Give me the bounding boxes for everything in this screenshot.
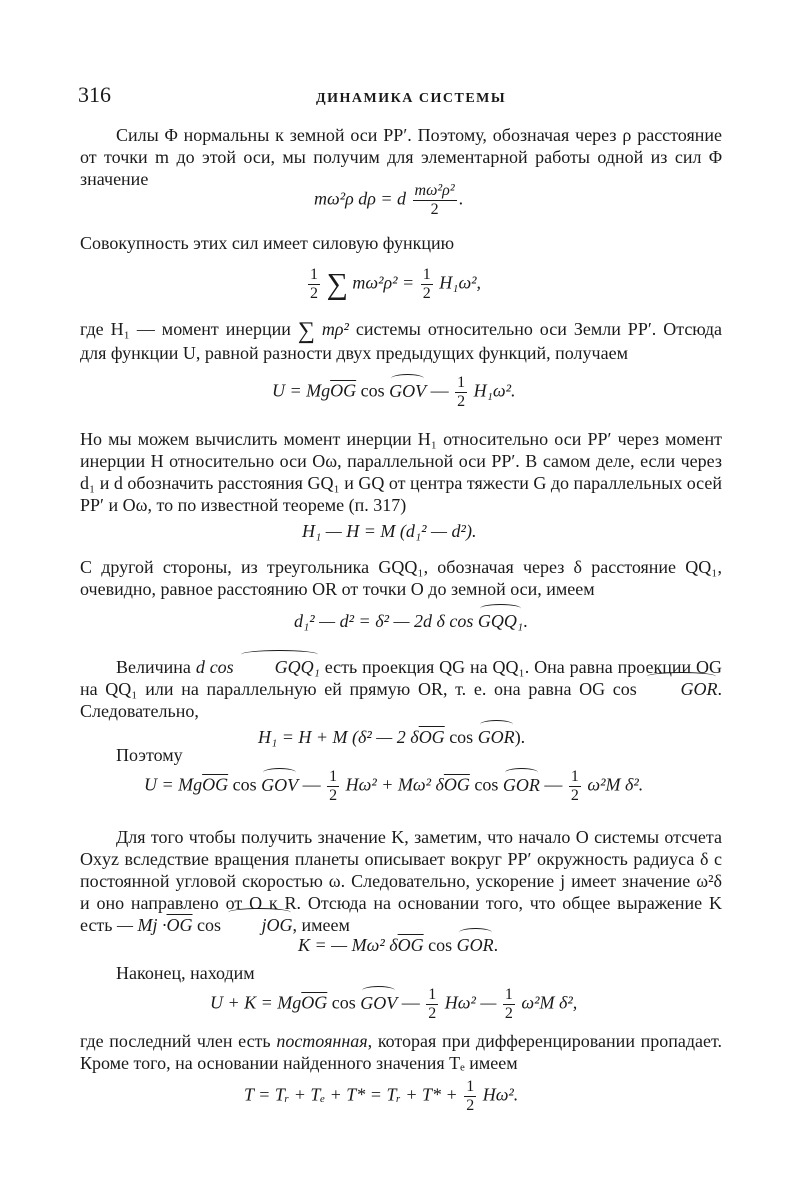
- fraction-denominator: 2: [466, 1097, 475, 1114]
- fraction: [413, 182, 457, 219]
- equation-U-expanded: [144, 768, 643, 805]
- inline-math: d cos: [195, 657, 239, 677]
- fraction-numerator: 1: [570, 768, 579, 785]
- angle-GQQ1: GQQ₁: [239, 656, 320, 678]
- overline-OG: $\overline{OG}$: [330, 380, 357, 401]
- eq-part: —: [298, 774, 321, 795]
- equation-T: [244, 1078, 518, 1115]
- equation-U: [272, 374, 516, 411]
- paragraph-therefore: Поэтому: [116, 745, 183, 765]
- eq-part: H₁ — H = M (d₁² — d²).: [302, 521, 477, 541]
- eq-part: mω²ρ dρ = d: [314, 188, 407, 209]
- fraction-denominator: 2: [570, 787, 579, 804]
- angle-GOV: GOV: [360, 992, 398, 1013]
- paragraph-constant: [80, 1030, 722, 1074]
- fraction-numerator: 1: [504, 986, 513, 1003]
- fraction-numerator: 1: [428, 986, 437, 1003]
- eq-part: ).: [514, 727, 526, 747]
- eq-part: cos: [228, 774, 262, 795]
- angle-GOR: GOR: [502, 774, 540, 795]
- fraction: [308, 266, 320, 303]
- paragraph-forces: Силы Φ нормальны к земной оси PP′. Поэтому, обозначая через ρ расстояние от точки m до этой оси, мы получим для элементарной работы одной из сил Φ значение: [80, 125, 722, 189]
- fraction-denominator: 2: [422, 285, 431, 302]
- fraction: [503, 986, 515, 1023]
- emphasis: постоянная: [276, 1031, 368, 1051]
- angle-GOV: GOV: [389, 380, 427, 401]
- paragraph-moment-of-inertia: [80, 318, 722, 364]
- fraction: [569, 768, 581, 805]
- angle-GQQ1: GQQ₁: [477, 611, 524, 631]
- text-part: есть проекция QG на QQ₁. Она равна проекции OG: [324, 657, 723, 677]
- sum-symbol: ∑: [326, 267, 348, 301]
- text-part: .: [717, 679, 722, 699]
- overline-OG: $\overline{OG}$: [443, 774, 470, 795]
- inline-math: mρ²: [321, 319, 349, 339]
- fraction-denominator: 2: [457, 393, 466, 410]
- fraction-denominator: 2: [428, 1005, 437, 1022]
- equation-elementary-work: mω²ρ dρ = d $\frac{\text{mω²ρ²}}{2}$ .: [314, 182, 464, 218]
- equation-U-plus-K: [210, 986, 577, 1023]
- eq-part: d₁² — d² = δ² — 2d δ cos: [294, 611, 478, 631]
- inline-math: cos: [192, 915, 226, 935]
- eq-part: ω²M δ²,: [521, 992, 578, 1013]
- fraction-numerator: 1: [310, 266, 318, 283]
- angle-jOG: jOG: [226, 914, 293, 936]
- fraction-numerator: mω²ρ²: [414, 182, 455, 199]
- overline-OG: $\overline{OG}$: [202, 774, 229, 795]
- paragraph-force-function: Совокупность этих сил имеет силовую функцию: [80, 233, 455, 253]
- text-part: где последний член есть: [80, 1031, 271, 1051]
- fraction-numerator: 1: [422, 266, 431, 283]
- overline-OG: $\overline{OG}$: [397, 935, 424, 955]
- angle-GOR: GOR: [456, 935, 494, 955]
- fraction-denominator: 2: [310, 285, 318, 302]
- paragraph-finally: Наконец, находим: [116, 963, 255, 983]
- equation-K: [298, 934, 498, 956]
- text-part: Следовательно,: [80, 701, 199, 721]
- overline-OG: $\overline{OG}$: [166, 915, 193, 935]
- eq-part: H₁ω²,: [439, 272, 482, 293]
- fraction: [426, 986, 438, 1023]
- running-title: ДИНАМИКА СИСТЕМЫ: [316, 91, 507, 106]
- fraction: [421, 266, 433, 303]
- text-part: Отсюда для функции U, равной разности двух предыдущих функций, получаем: [80, 319, 722, 363]
- fraction-numerator: 1: [457, 374, 466, 391]
- overline-OG: $\overline{OG}$: [418, 727, 445, 747]
- fraction: [327, 768, 339, 805]
- overline-OG: $\overline{OG}$: [301, 992, 328, 1013]
- paragraph-triangle: С другой стороны, из треугольника GQQ₁, обозначая через δ расстояние QQ₁, очевидно, равное расстоянию OR от точки O до земной оси, имеем: [80, 557, 722, 599]
- eq-part: U + K = Mg: [210, 992, 302, 1013]
- eq-part: Hω².: [482, 1084, 519, 1105]
- eq-part: —: [397, 992, 420, 1013]
- page-number: 316: [78, 82, 111, 107]
- eq-part: Hω² —: [444, 992, 497, 1013]
- paragraph-projection: [80, 656, 722, 722]
- text-part: имеем: [301, 915, 350, 935]
- fraction: [464, 1078, 476, 1115]
- sum-symbol: ∑: [297, 317, 315, 344]
- eq-part: cos: [356, 380, 390, 401]
- eq-part: K = — Mω² δ: [298, 935, 398, 955]
- text-part: Для того чтобы получить значение K, заметим, что начало O системы отсчета Oxyz вследствие вращения планеты описывает вокруг PP′ окружность радиуса δ с постоянной угловой скоростью ω. Следовательно, ускорение j имеет значение ω²δ и оно направлено от O к R. Отсюда на основании того, что общее выражение K есть: [80, 827, 722, 935]
- paragraph-K-value: [80, 826, 722, 936]
- fraction-numerator: 1: [329, 768, 338, 785]
- eq-part: .: [523, 611, 528, 631]
- eq-part: cos: [423, 935, 457, 955]
- angle-GOV: GOV: [261, 774, 299, 795]
- eq-part: ω²M δ².: [587, 774, 644, 795]
- eq-part: H₁ = H + M (δ² — 2 δ: [258, 727, 419, 747]
- eq-part: H₁ω².: [473, 380, 516, 401]
- eq-part: cos: [444, 727, 478, 747]
- fraction: [455, 374, 467, 411]
- eq-part: cos: [469, 774, 503, 795]
- eq-part: mω²ρ² =: [352, 272, 415, 293]
- eq-part: —: [426, 380, 449, 401]
- eq-part: Hω² + Mω² δ: [345, 774, 444, 795]
- text-part: на QQ₁ или на параллельную ей прямую OR, т. е. она равна OG cos: [80, 679, 637, 699]
- fraction-denominator: 2: [430, 201, 439, 218]
- equation-d-squared: [294, 610, 528, 632]
- fraction-denominator: 2: [329, 787, 338, 804]
- inline-math: — Mj ·: [117, 915, 167, 935]
- eq-part: U = Mg: [272, 380, 331, 401]
- equation-H1: [302, 520, 476, 542]
- fraction-numerator: 1: [466, 1078, 475, 1095]
- eq-part: T = Tᵣ + Tₑ + T* = Tᵣ + T* +: [244, 1084, 458, 1105]
- text-part: где H₁ — момент инерции: [80, 319, 291, 339]
- eq-part: U = Mg: [144, 774, 203, 795]
- equation-force-function: [306, 266, 481, 303]
- text-part: системы относительно оси Земли PP′.: [355, 319, 657, 339]
- paragraph-inertia-theorem: Но мы можем вычислить момент инерции H₁ относительно оси PP′ через момент инерции H относительно оси Oω, параллельной оси PP′. В самом деле, если через d₁ и d обозначить расстояния GQ₁ и GQ от центра тяжести G до параллельных осей PP′ и Oω, то по известной теореме (п. 317): [80, 429, 722, 515]
- angle-GOR: GOR: [477, 727, 515, 747]
- text-part: , которая при дифференцировании пропадает. Кроме того, на основании найденного значения Tₑ имеем: [80, 1031, 723, 1073]
- text-part: Величина: [116, 657, 191, 677]
- fraction-denominator: 2: [504, 1005, 513, 1022]
- angle-GOR: GOR: [645, 678, 718, 700]
- eq-part: —: [539, 774, 563, 795]
- text-part: ,: [292, 915, 298, 935]
- eq-part: .: [493, 935, 499, 955]
- eq-part: cos: [327, 992, 361, 1013]
